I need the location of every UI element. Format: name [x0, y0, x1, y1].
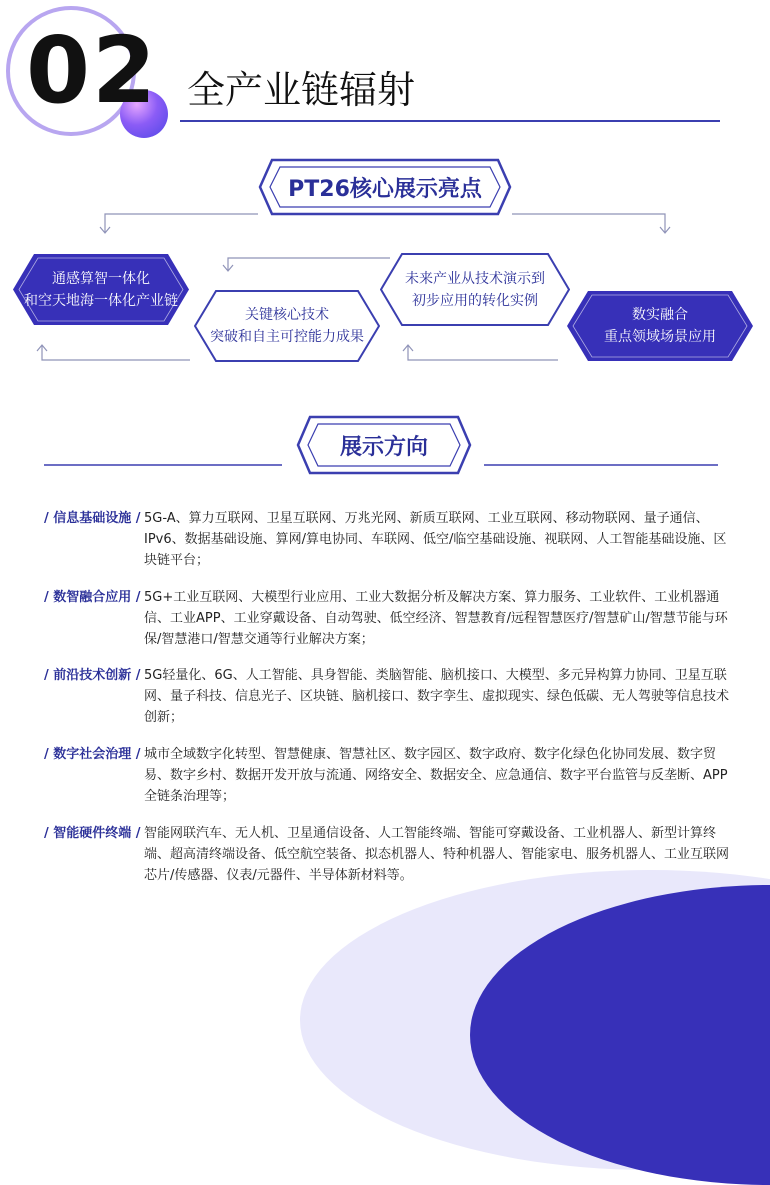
- card-4-line-1: 数实融合: [632, 307, 688, 323]
- highlight-card-3: [380, 253, 570, 326]
- highlight-card-1: [12, 253, 190, 326]
- card-4-line-2: 重点领域场景应用: [604, 329, 716, 345]
- highlight-card-2: [194, 290, 380, 362]
- section-title: 全产业链辐射: [187, 68, 416, 112]
- category-text: 智能网联汽车、无人机、卫星通信设备、人工智能终端、智能可穿戴设备、工业机器人、新型计算终端、超高清终端设备、低空航空装备、拟态机器人、特种机器人、智能家电、服务机器人、工业互联网芯片/传感器、仪表/元器件、半导体新材料等。: [144, 826, 730, 883]
- category-label: / 智能硬件终端 /: [44, 826, 141, 841]
- card-1-line-1: 通感算智一体化: [52, 270, 150, 287]
- card-2-line-2: 突破和自主可控能力成果: [210, 329, 364, 345]
- card-3-line-1: 未来产业从技术演示到: [405, 270, 545, 287]
- category-frontier-tech: [44, 665, 734, 728]
- direction-banner: [296, 415, 472, 475]
- category-label: / 信息基础设施 /: [44, 511, 141, 526]
- category-label: / 数智融合应用 /: [44, 590, 141, 605]
- card-1-line-2: 和空天地海一体化产业链: [24, 292, 178, 309]
- category-label: / 数字社会治理 /: [44, 747, 141, 762]
- category-text: 城市全域数字化转型、智慧健康、智慧社区、数字园区、数字政府、数字化绿色化协同发展、数字贸易、数字乡村、数据开发开放与流通、网络安全、数据安全、应急通信、数字平台监管与反垄断、APP全链条治理等；: [144, 747, 728, 804]
- category-digital-fusion: [44, 587, 734, 650]
- highlights-banner: [258, 158, 512, 216]
- category-label: / 前沿技术创新 /: [44, 668, 141, 683]
- category-text: 5G轻量化、6G、人工智能、具身智能、类脑智能、脑机接口、大模型、多元异构算力协同、卫星互联网、量子科技、信息光子、区块链、脑机接口、数字孪生、虚拟现实、绿色低碳、无人驾驶等信息技术创新；: [144, 668, 730, 725]
- category-text: 5G+工业互联网、大模型行业应用、工业大数据分析及解决方案、算力服务、工业软件、工业机器通信、工业APP、工业穿戴设备、自动驾驶、低空经济、智慧教育/远程智慧医疗/智慧矿山/智慧节能与环保/智慧港口/智慧交通等行业解决方案；: [144, 590, 728, 647]
- highlights-banner-text: PT26核心展示亮点: [288, 176, 482, 202]
- section-number: 02: [26, 17, 159, 124]
- highlight-card-4: [566, 290, 754, 362]
- category-smart-hardware: [44, 823, 734, 886]
- category-social-governance: [44, 744, 734, 807]
- category-infrastructure: [44, 508, 734, 571]
- direction-banner-text: 展示方向: [339, 434, 428, 460]
- card-2-line-1: 关键核心技术: [245, 307, 329, 323]
- category-text: 5G-A、算力互联网、卫星互联网、万兆光网、新质互联网、工业互联网、移动物联网、量子通信、IPv6、数据基础设施、算网/算电协同、车联网、低空/临空基础设施、视联网、人工智能基础设施、区块链平台；: [144, 511, 727, 568]
- card-3-line-2: 初步应用的转化实例: [412, 292, 538, 309]
